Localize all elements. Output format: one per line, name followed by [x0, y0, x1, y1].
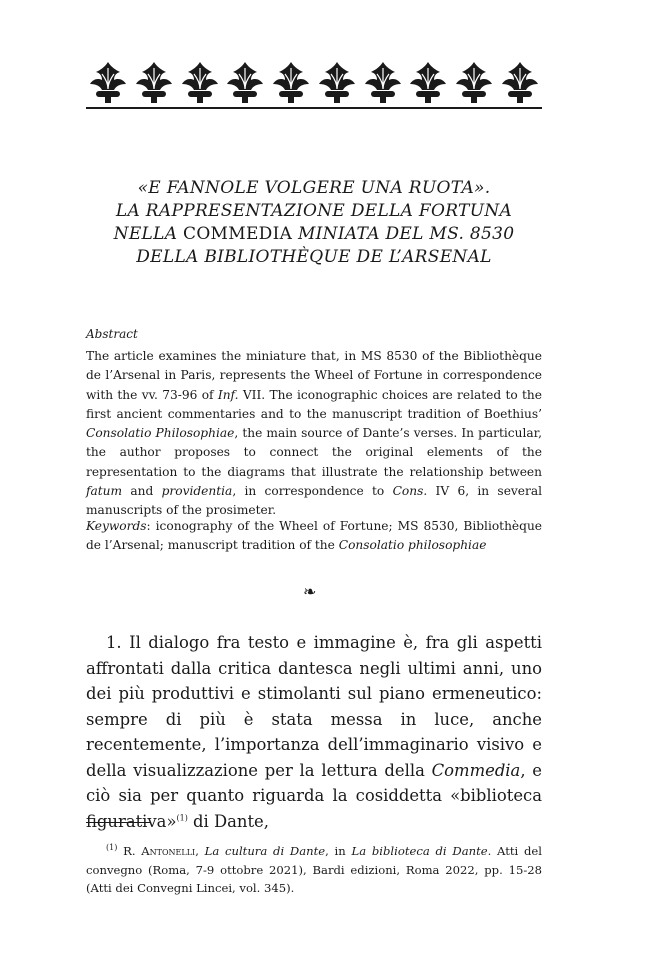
footnote-part: , in	[325, 844, 352, 858]
title-line-3-prefix: NELLA	[113, 224, 178, 244]
abstract-part: and	[122, 484, 162, 499]
title-line-3	[86, 223, 542, 246]
ornament-band	[88, 58, 540, 104]
footnote-marker: (1)	[106, 843, 118, 853]
fleur-ornament-icon	[454, 60, 494, 104]
title-commedia: COMMEDIA	[183, 224, 293, 244]
keywords-part: : iconography of the Wheel of Fortune; MS 8530, Bibliothèque de l’Arsenal; manuscript tradition of the	[86, 519, 542, 553]
fleur-ornament-icon	[134, 60, 174, 104]
footnote-part: . Atti del convegno (Roma, 7-9 ottobre 2021), Bardi edizioni, Roma 2022, pp. 15-28 (Atti dei Convegni Lincei, vol. 345).	[86, 844, 542, 895]
title-line-4: DELLA BIBLIOTHÈQUE DE L’ARSENAL	[136, 247, 492, 267]
footnote-italic: La cultura di Dante	[204, 844, 326, 858]
body-part: , e ciò sia per quanto riguarda la cosiddetta «biblioteca figurativa»	[86, 760, 543, 831]
title-line-3-suffix: MINIATA DEL MS. 8530	[297, 224, 515, 244]
abstract-text	[86, 347, 542, 521]
body-part: 1. Il dialogo fra testo e immagine è, fra gli aspetti affrontati dalla critica dantesca negli ultimi anni, uno dei più produttivi e stimolanti sul piano ermeneutico: sempre di più è stata messa in luce, anche recentemente, l’importanza dell’immaginario visivo e della visualizzazione per la lettura della	[86, 633, 542, 780]
footnote-part: ,	[195, 844, 205, 858]
fleur-ornament-icon	[271, 60, 311, 104]
title-line-2: LA RAPPRESENTAZIONE DELLA FORTUNA	[115, 201, 513, 221]
footnote	[86, 842, 542, 898]
fleur-ornament-icon	[500, 60, 540, 104]
top-rule	[86, 107, 542, 109]
abstract-part: , in correspondence to	[232, 484, 393, 499]
title-line-1: «E FANNOLE VOLGERE UNA RUOTA».	[137, 178, 491, 198]
abstract-italic: Consolatio Philosophiae	[86, 426, 235, 441]
abstract-italic: Cons.	[392, 484, 428, 499]
body-italic: Commedia	[431, 760, 521, 780]
footnote-reference[interactable]: (1)	[176, 813, 188, 823]
fleuron-icon: ❧	[303, 582, 317, 601]
abstract-part: The article examines the miniature that, in MS 8530 of the Bibliothèque de l’Arsenal in Paris, represents the Wheel of Fortune in correspondence with the vv. 73-96 of	[86, 349, 542, 402]
abstract-label: Abstract	[86, 327, 138, 341]
abstract-italic: providentia	[161, 484, 233, 499]
article-title	[86, 177, 542, 269]
footnote-author: R. Antonelli	[123, 844, 196, 858]
body-part: di Dante,	[187, 811, 269, 831]
keywords	[86, 517, 542, 556]
fleur-ornament-icon	[180, 60, 220, 104]
abstract-part: IV 6, in several manuscripts of the prosimeter.	[86, 484, 542, 518]
body-paragraph	[86, 630, 542, 834]
keywords-italic: Consolatio philosophiae	[338, 538, 487, 553]
fleur-ornament-icon	[408, 60, 448, 104]
fleur-ornament-icon	[225, 60, 265, 104]
footnote-italic: La biblioteca di Dante	[351, 844, 488, 858]
fleur-ornament-icon	[317, 60, 357, 104]
fleur-ornament-icon	[363, 60, 403, 104]
keywords-label: Keywords	[86, 519, 147, 533]
abstract-italic: Inf.	[217, 387, 239, 402]
abstract-part: VII. The iconographic choices are related to the first ancient commentaries and to the manuscript tradition of Boethius’	[86, 387, 542, 421]
footnote-rule	[86, 822, 150, 823]
fleur-ornament-icon	[88, 60, 128, 104]
abstract-italic: fatum	[86, 484, 123, 499]
abstract-part: , the main source of Dante’s verses. In particular, the author proposes to connect the original elements of the representation to the diagrams that illustrate the relationship between	[86, 426, 543, 479]
